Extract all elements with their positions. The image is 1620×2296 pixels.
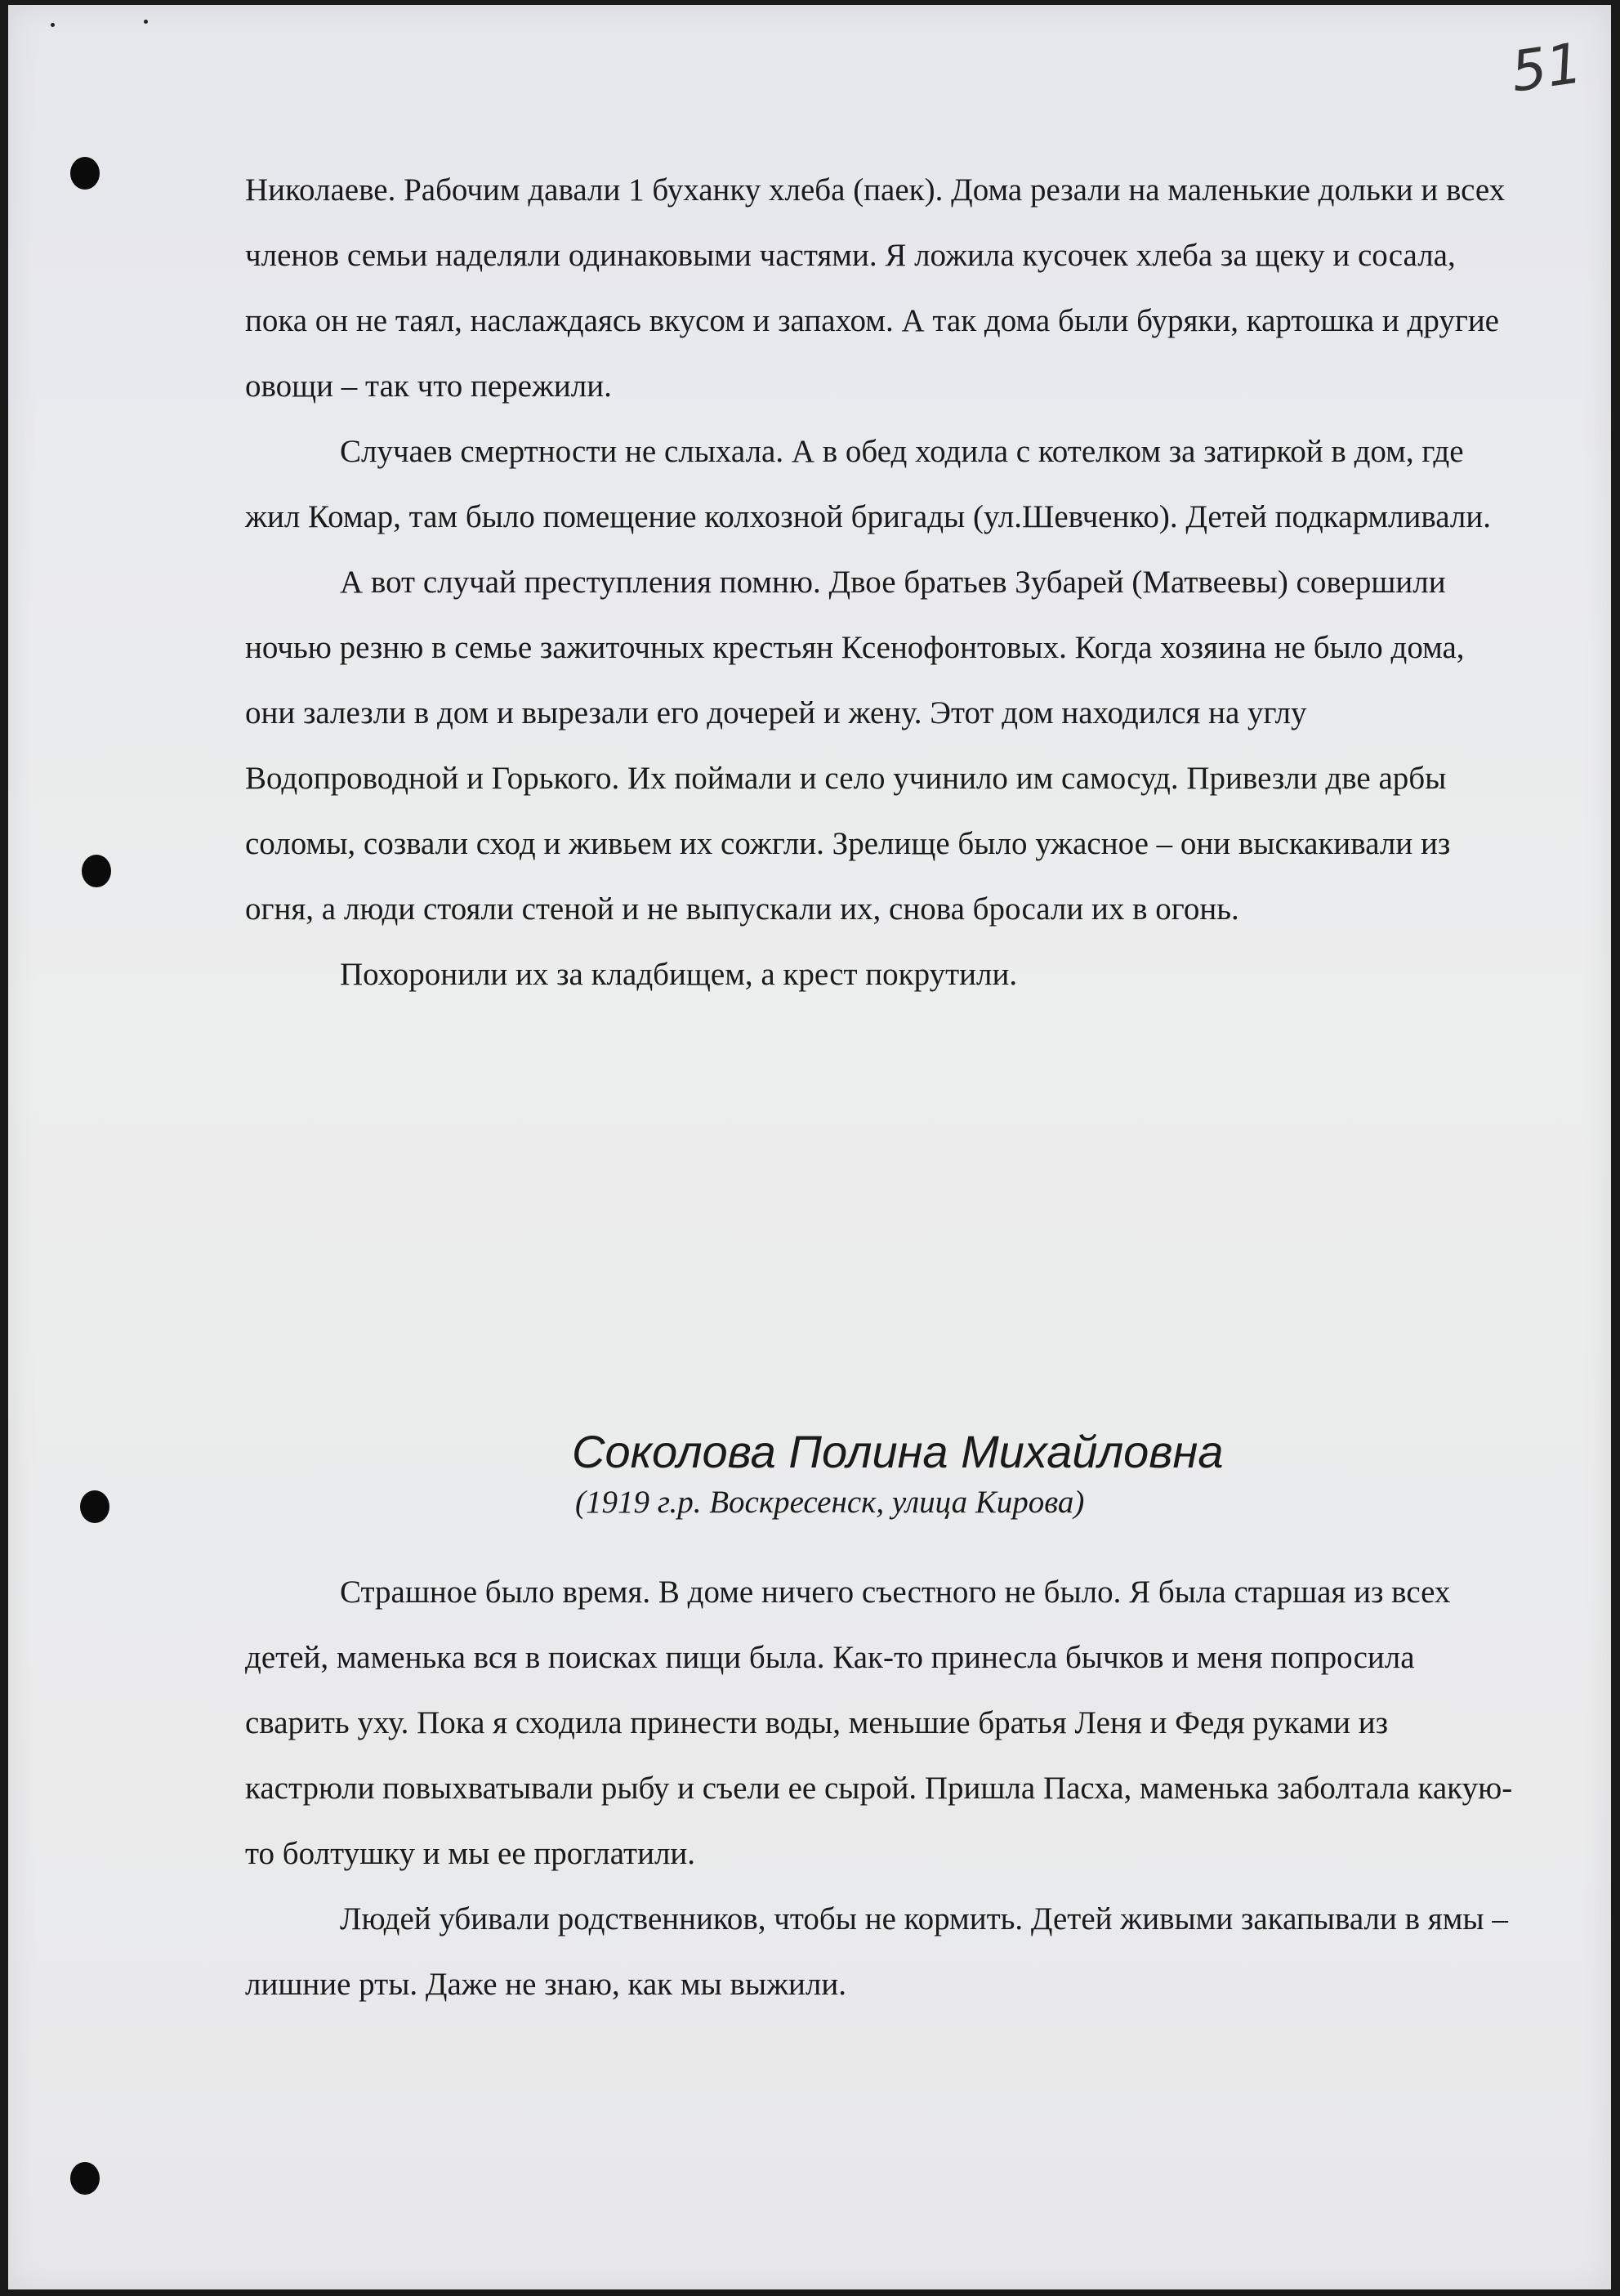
punch-hole	[70, 2162, 100, 2195]
paragraph: Страшное было время. В доме ничего съестного не было. Я была старшая из всех детей, маменька вся в поисках пищи была. Как-то принесла бычков и меня попросила сварить уху. Пока я сходила принести воды, меньшие братья Леня и Федя руками из кастрюли повыхватывали рыбу и съели ее сырой. Пришла Пасха, маменька заболтала какую-то болтушку и мы ее проглатили.	[245, 1575, 1513, 1871]
paragraph: А вот случай преступления помню. Двое братьев Зубарей (Матвеевы) совершили ночью резню в семье зажиточных крестьян Ксенофонтовых. Когда хозяина не было дома, они залезли в дом и вырезали его дочерей и жену. Этот дом находился на углу Водопроводной и Горького. Их поймали и село учинило им самосуд. Привезли две арбы соломы, созвали сход и живьем их сожгли. Зрелище было ужасное – они выскакивали из огня, а люди стояли стеной и не выпускали их, снова бросали их в огонь.	[245, 565, 1465, 927]
section-1-text	[245, 158, 1520, 1007]
section-2-text	[245, 1560, 1520, 2017]
paragraph: Случаев смертности не слыхала. А в обед ходила с котелком за затиркой в дом, где жил Комар, там было помещение колхозной бригады (ул.Шевченко). Детей подкармливали.	[245, 434, 1491, 534]
paragraph: Николаеве. Рабочим давали 1 буханку хлеба (паек). Дома резали на маленькие дольки и всех членов семьи наделяли одинаковыми частями. Я ложила кусочек хлеба за щеку и сосала, пока он не таял, наслаждаясь вкусом и запахом. А так дома были буряки, картошка и другие овощи – так что пережили.	[245, 172, 1506, 404]
punch-hole	[82, 855, 111, 887]
author-name: Соколова Полина Михайловна	[572, 1426, 1224, 1477]
author-info: (1919 г.р. Воскресенск, улица Кирова)	[575, 1485, 1085, 1520]
speck-mark	[51, 23, 55, 27]
paragraph: Похоронили их за кладбищем, а крест покрутили.	[340, 957, 1018, 992]
punch-hole	[80, 1490, 109, 1523]
paragraph: Людей убивали родственников, чтобы не кормить. Детей живыми закапывали в ямы – лишние рты. Даже не знаю, как мы выжили.	[245, 1901, 1508, 2002]
page-number: 51	[1506, 31, 1587, 105]
punch-hole	[70, 157, 100, 190]
speck-mark	[144, 20, 148, 24]
document-page	[8, 5, 1611, 2289]
